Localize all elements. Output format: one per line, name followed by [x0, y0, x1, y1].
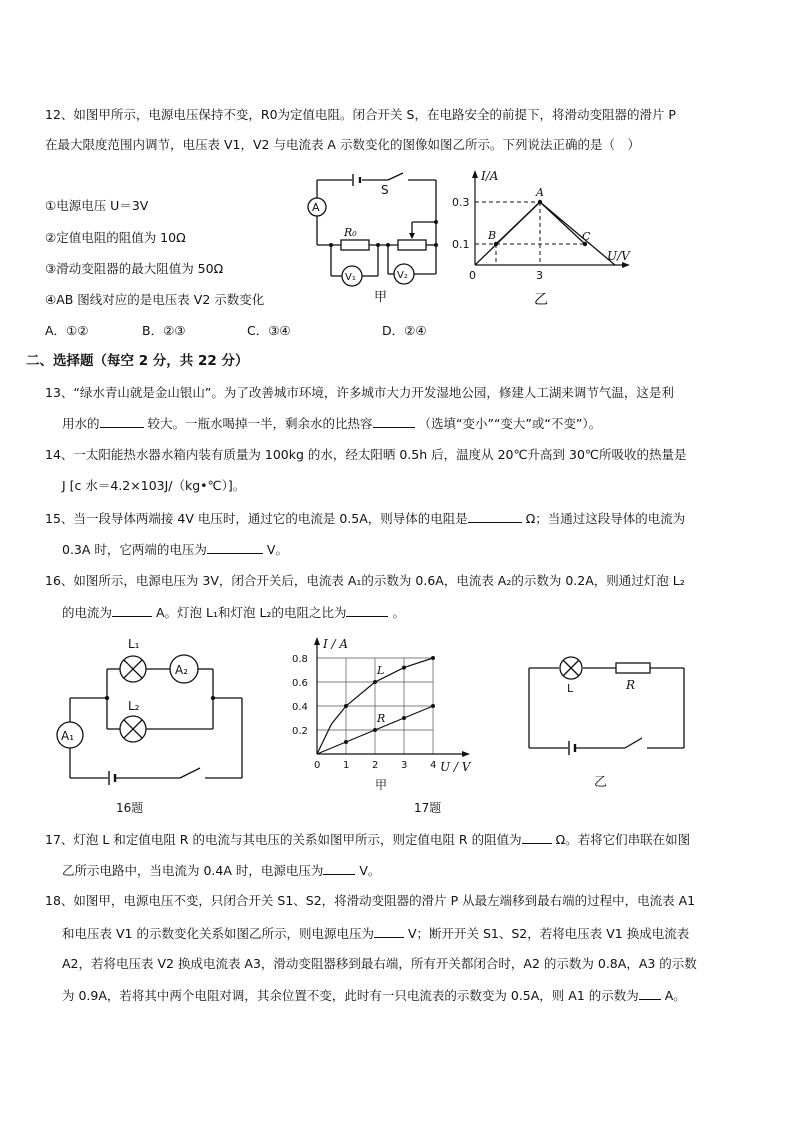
- q15-text-a: 15、当一段导体两端接 4V 电压时，通过它的电流是 0.5A，则导体的电阻是: [45, 511, 468, 526]
- chart-y-arrow: [314, 637, 320, 645]
- chart-point-L: [431, 656, 435, 660]
- q12-v1-label: V₁: [345, 272, 356, 283]
- q16-line-2: [62, 604, 405, 621]
- chart-y-tick: 0.2: [292, 726, 308, 737]
- q13-blank-1[interactable]: [100, 415, 144, 428]
- q17-text-b: Ω。若将它们串联在如图: [555, 832, 691, 847]
- q17-series-circuit: [520, 650, 700, 800]
- q15-text-d: V。: [266, 542, 288, 557]
- q12-option-d: D．②④: [382, 323, 427, 338]
- q17-lamp-label: L: [567, 682, 574, 695]
- chart-point-R: [431, 704, 435, 708]
- q16-blank-2[interactable]: [346, 604, 388, 617]
- q12-option-b: B．②③: [142, 323, 186, 338]
- q15-line-1: [45, 510, 685, 527]
- q18-text-a: 和电压表 V1 的示数变化关系如图乙所示，则电源电压为: [62, 926, 374, 941]
- q16-circuit-diagram: [50, 632, 250, 822]
- chart-series-label-L: L: [377, 664, 385, 677]
- chart-point-L: [373, 680, 377, 684]
- q17-iv-chart: [290, 634, 480, 824]
- chart-y-tick: 0.4: [292, 702, 308, 713]
- chart-x-tick: 3: [401, 760, 408, 771]
- q15-text-c: 0.3A 时，它两端的电压为: [62, 542, 207, 557]
- q12-graph-ytick-0-1: 0.1: [452, 238, 470, 251]
- q12-ammeter-label: A: [312, 201, 320, 214]
- q12-line-1: 12、如图甲所示，电源电压保持不变，R0为定值电阻。闭合开关 S，在电路安全的前提下，将滑动变阻器的滑片 P: [45, 107, 676, 122]
- q15-text-b: Ω；当通过这段导体的电流为: [525, 511, 686, 526]
- chart-y-tick: 0.8: [292, 654, 308, 665]
- chart-xlabel: U / V: [440, 760, 471, 774]
- chart-point-R: [402, 716, 406, 720]
- q18-text-d: A。: [664, 988, 686, 1003]
- chart-x-tick: 0: [314, 760, 321, 771]
- q12-fig-yi-caption: 乙: [534, 292, 548, 308]
- chart-point-L: [344, 704, 348, 708]
- q17-resistor-label: R: [626, 678, 636, 692]
- q12-statement-2: ②定值电阻的阻值为 10Ω: [45, 230, 186, 245]
- q12-line-2: 在最大限度范围内调节，电压表 V1，V2 与电流表 A 示数变化的图像如图乙所示。下列说法正确的是（ ）: [45, 137, 640, 152]
- q12-graph-point-b: B: [488, 229, 497, 242]
- q16-l1-label: L₁: [128, 637, 140, 651]
- q13-line-2: [62, 415, 601, 432]
- chart-point-R: [344, 740, 348, 744]
- q12-graph: [450, 165, 645, 315]
- q13-text-c: （选填“变小”“变大”或“不变”）。: [418, 416, 602, 431]
- q12-option-a: A．①②: [45, 323, 89, 338]
- q17-caption: 17题: [414, 801, 442, 815]
- chart-point-L: [402, 666, 406, 670]
- q17-line-2: [62, 862, 380, 879]
- q17-yi-caption: 乙: [594, 775, 608, 790]
- q17-text-a: 17、灯泡 L 和定值电阻 R 的电流与其电压的关系如图甲所示，则定值电阻 R 的阻值为: [45, 832, 522, 847]
- chart-x-arrow: [462, 751, 470, 757]
- q12-fig-jia-caption: 甲: [374, 290, 388, 305]
- q12-v2-label: V₂: [397, 270, 408, 281]
- q12-graph-ylabel: I/A: [481, 169, 499, 183]
- q18-blank-2[interactable]: [639, 987, 661, 1000]
- chart-y-tick: 0.6: [292, 678, 308, 689]
- q18-line-1: 18、如图甲，电源电压不变，只闭合开关 S1、S2，将滑动变阻器的滑片 P 从最左端移到最右端的过程中，电流表 A1: [45, 893, 696, 908]
- q12-graph-ytick-0-3: 0.3: [452, 196, 470, 209]
- q16-caption: 16题: [116, 801, 144, 815]
- q18-line-4: [62, 987, 686, 1004]
- q12-statement-4: ④AB 图线对应的是电压表 V2 示数变化: [45, 292, 265, 307]
- q12-graph-point-c: C: [582, 230, 591, 243]
- q17-text-c: 乙所示电路中，当电流为 0.4A 时，电源电压为: [62, 863, 324, 878]
- q12-graph-point-a: A: [536, 186, 544, 199]
- q18-text-c: 为 0.9A，若将其中两个电阻对调，其余位置不变，此时有一只电流表的示数变为 0.5A，则 A1 的示数为: [62, 988, 639, 1003]
- chart-x-tick: 1: [343, 760, 350, 771]
- q13-blank-2[interactable]: [373, 415, 415, 428]
- q16-line-1: 16、如图所示，电源电压为 3V，闭合开关后，电流表 A₁的示数为 0.6A，电流表 A₂的示数为 0.2A，则通过灯泡 L₂: [45, 573, 685, 588]
- q12-statement-1: ①电源电压 U＝3V: [45, 198, 149, 213]
- q13-text-a: 用水的: [62, 416, 100, 431]
- q15-blank-1[interactable]: [468, 510, 522, 523]
- q18-line-2: [62, 925, 689, 942]
- chart-x-tick: 2: [372, 760, 379, 771]
- chart-ylabel: I / A: [323, 637, 349, 651]
- q17-text-d: V。: [359, 863, 381, 878]
- q17-jia-caption: 甲: [375, 778, 388, 792]
- q17-blank-1[interactable]: [522, 831, 552, 844]
- q16-text-a: 的电流为: [62, 605, 113, 620]
- q17-blank-2[interactable]: [323, 862, 355, 875]
- q14-line-2: J [c 水＝4.2×103J/（kg•℃）]。: [62, 478, 246, 493]
- q13-text-b: 较大。一瓶水喝掉一半，剩余水的比热容: [147, 416, 373, 431]
- chart-series-label-R: R: [377, 712, 386, 725]
- q15-blank-2[interactable]: [207, 541, 263, 554]
- q12-resistor-label: R₀: [344, 226, 357, 239]
- q16-l2-label: L₂: [128, 699, 140, 713]
- q17-line-1: [45, 831, 690, 848]
- q12-circuit-diagram: [300, 170, 450, 310]
- q18-text-b: V；断开开关 S1、S2，若将电压表 V1 换成电流表: [407, 926, 690, 941]
- q14-line-1: 14、一太阳能热水器水箱内装有质量为 100kg 的水，经太阳晒 0.5h 后，温度从 20℃升高到 30℃所吸收的热量是: [45, 447, 687, 462]
- q12-graph-xtick-0: 0: [469, 269, 476, 282]
- q12-graph-xtick-3: 3: [536, 269, 543, 282]
- chart-point-R: [373, 728, 377, 732]
- q16-text-b: A。灯泡 L₁和灯泡 L₂的电阻之比为: [156, 605, 347, 620]
- q15-line-2: [62, 541, 288, 558]
- q12-statement-3: ③滑动变阻器的最大阻值为 50Ω: [45, 261, 224, 276]
- q16-text-c: 。: [392, 605, 405, 620]
- chart-x-tick: 4: [430, 760, 437, 771]
- q16-blank-1[interactable]: [112, 604, 152, 617]
- section-2-heading: 二、选择题（每空 2 分，共 22 分）: [26, 353, 249, 369]
- q18-blank-1[interactable]: [374, 925, 404, 938]
- q18-line-3: A2，若将电压表 V2 换成电流表 A3，滑动变阻器移到最右端，所有开关都闭合时，A2 的示数为 0.8A，A3 的示数: [62, 956, 697, 971]
- q13-line-1: 13、“绿水青山就是金山银山”。为了改善城市环境，许多城市大力开发湿地公园，修建人工湖来调节气温，这是利: [45, 385, 674, 400]
- q12-graph-xlabel: U/V: [607, 249, 630, 263]
- q12-option-c: C．③④: [247, 323, 291, 338]
- q16-a2-label: A₂: [175, 663, 189, 677]
- q16-a1-label: A₁: [61, 729, 75, 743]
- q12-switch-label: S: [381, 183, 389, 197]
